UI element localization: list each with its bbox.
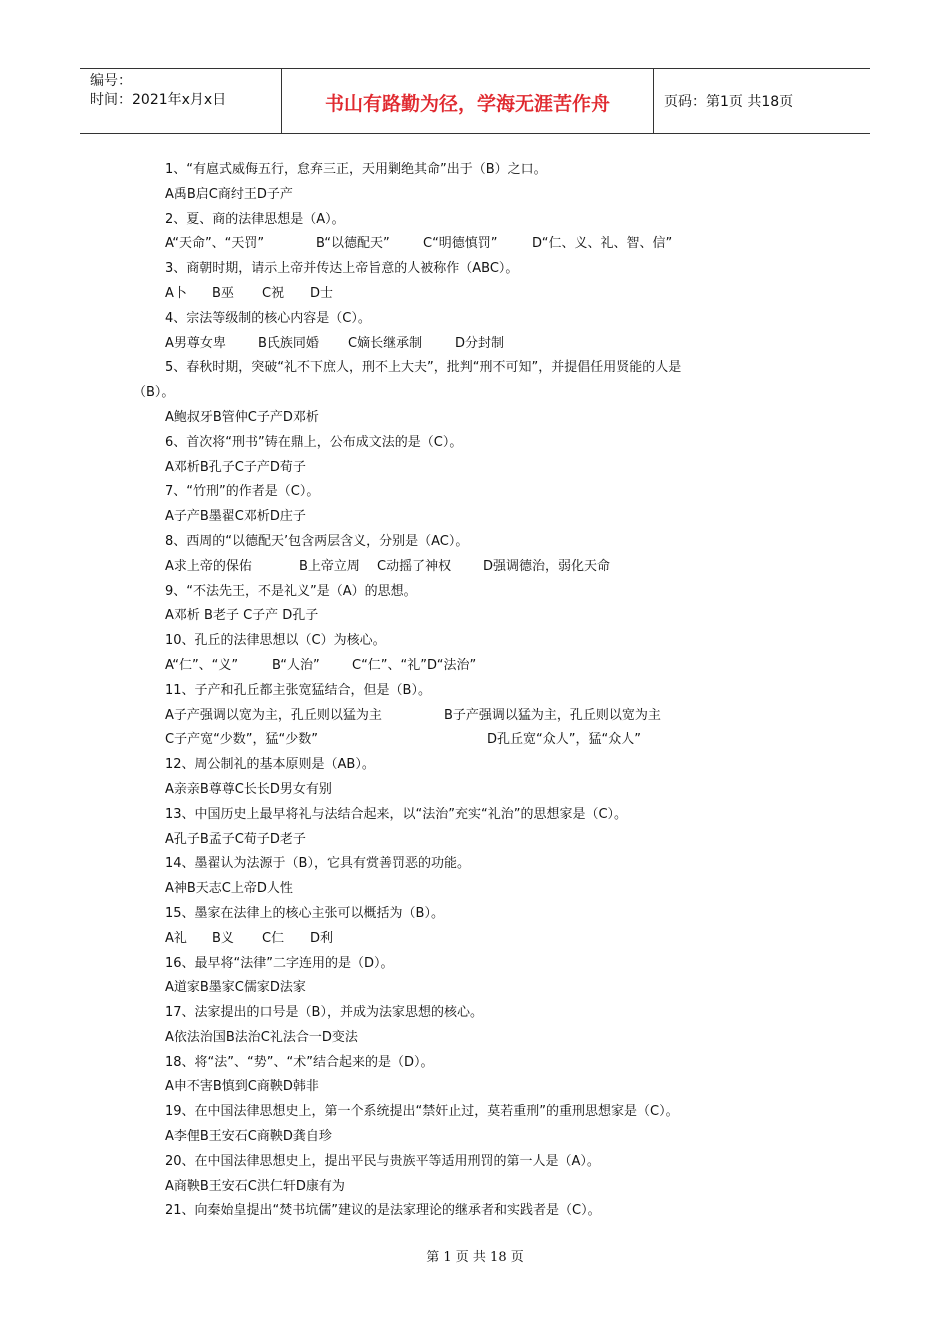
answer-options-row: A孔子B孟子C荀子D老子 [165,831,306,847]
page-footer: 第 1 页 共 18 页 [426,1250,524,1265]
question-text: 2、夏、商的法律思想是（A）。 [165,211,345,227]
page-header [80,68,870,134]
answer-options-row [0,332,950,357]
motto-text: 书山有路勤为径，学海无涯苦作舟 [324,93,610,115]
answer-option: B巫 [212,285,234,301]
answer-options-row: A鲍叔牙B管仲C子产D邓析 [165,409,319,425]
header-page-cell [654,69,870,133]
document-number-label: 编号： [90,73,132,89]
header-motto-cell [282,69,654,133]
question-text: 20、在中国法律思想史上，提出平民与贵族平等适用刑罚的第一人是（A）。 [165,1153,600,1169]
answer-option: A卜 [165,285,187,301]
question-text: 16、最早将“法律”二字连用的是（D）。 [165,955,394,971]
header-info-cell [80,69,282,133]
answer-option: C仁 [262,930,285,946]
question-text: 15、墨家在法律上的核心主张可以概括为（B）。 [165,905,444,921]
answer-options-row [0,555,950,580]
answer-option: D孔丘宽“众人”，猛“众人” [487,732,641,748]
answer-option: C祝 [262,285,285,301]
question-text: 19、在中国法律思想史上，第一个系统提出“禁奸止过，莫若重刑”的重刑思想家是（C）。 [165,1104,679,1120]
question-text: 5、春秋时期，突破“礼不下庶人，刑不上大夫”，批判“刑不可知”，并提倡任用贤能的人是 [165,360,682,376]
answer-options-row: A神B天志C上帝D人性 [165,881,293,897]
answer-options-row: A亲亲B尊尊C长长D男女有别 [165,781,332,797]
question-text: 7、“竹刑”的作者是（C）。 [165,484,320,500]
answer-option: B“人治” [272,657,320,673]
answer-options-row: A依法治国B法治C礼法合一D变法 [165,1029,358,1045]
answer-option: D“仁、义、礼、智、信” [532,236,673,252]
question-text: 1、“有扈式威侮五行，怠弃三正，天用剿绝其命”出于（B）之口。 [165,162,547,177]
question-text: 17、法家提出的口号是（B），并成为法家思想的核心。 [165,1005,483,1021]
answer-options-row [0,654,950,679]
question-text: 8、西周的“以德配天’包含两层含义，分别是（AC）。 [165,533,469,549]
answer-options-row: A子产B墨翟C邓析D庄子 [165,509,306,525]
answer-options-row: A禹B启C商纣王D子产 [165,186,293,202]
question-text: 14、墨翟认为法源于（B），它具有赏善罚恶的功能。 [165,856,470,872]
answer-option: A男尊女卑 [165,335,226,351]
answer-option: B上帝立周 [299,558,360,574]
answer-option: C动摇了神权 [377,558,452,574]
question-text: 9、“不法先王，不是礼义”是（A）的思想。 [165,583,417,599]
answer-option: D分封制 [455,335,505,351]
answer-options-row [0,704,950,729]
answer-option: A求上帝的保佑 [165,558,252,574]
question-text: 3、商朝时期，请示上帝并传达上帝旨意的人被称作（ABC）。 [165,261,519,277]
answer-option: B义 [212,930,234,946]
question-text: 6、首次将“刑书”铸在鼎上，公布成文法的是（C）。 [165,434,463,450]
answer-option: B氏族同婚 [258,335,319,351]
answer-option: C“明德慎罚” [423,236,498,252]
answer-option: A礼 [165,930,187,946]
answer-option: C嫡长继承制 [348,335,423,351]
answer-options-row: A邓析 B老子 C子产 D孔子 [165,608,319,624]
answer-option: D强调德治，弱化天命 [483,558,611,574]
answer-options-row [0,282,950,307]
answer-option: A“天命”、“天罚” [165,236,265,252]
answer-options-row: A李俚B王安石C商鞅D龚自珍 [165,1129,332,1145]
question-text: 11、子产和孔丘都主张宽猛结合，但是（B）。 [165,682,431,698]
answer-options-row: A商鞅B王安石C洪仁轩D康有为 [165,1178,345,1194]
question-text: 13、中国历史上最早将礼与法结合起来，以“法治”充实“礼治”的思想家是（C）。 [165,806,628,822]
question-list [0,158,950,1224]
question-text: 4、宗法等级制的核心内容是（C）。 [165,310,371,326]
answer-options-row: A道家B墨家C儒家D法家 [165,980,306,996]
answer-option: D利 [310,930,334,946]
question-text-continued: （B）。 [133,385,175,401]
answer-option: C“仁”、“礼”D“法治” [352,657,477,673]
answer-option: A子产强调以宽为主，孔丘则以猛为主 [165,707,382,723]
answer-option: B“以德配天” [316,236,390,252]
answer-options-row [0,927,950,952]
answer-options-row [0,232,950,257]
answer-option: B子产强调以猛为主，孔丘则以宽为主 [444,707,661,723]
answer-option: A“仁”、“义” [165,657,239,673]
answer-option: C子产宽“少数”，猛“少数” [165,732,319,748]
answer-options-row: A申不害B慎到C商鞅D韩非 [165,1079,319,1095]
question-text: 18、将“法”、“势”、“术”结合起来的是（D）。 [165,1054,434,1070]
answer-options-row: A邓析B孔子C子产D荀子 [165,459,306,475]
document-date-label: 时间：2021年x月x日 [90,92,227,108]
question-text: 12、周公制礼的基本原则是（AB）。 [165,757,375,773]
answer-option: D士 [310,285,334,301]
header-page-number: 页码：第1页 共18页 [664,94,794,110]
answer-options-row [0,728,950,753]
question-text: 21、向秦始皇提出“焚书坑儒”建议的是法家理论的继承者和实践者是（C）。 [165,1203,601,1219]
question-text: 10、孔丘的法律思想以（C）为核心。 [165,633,386,649]
